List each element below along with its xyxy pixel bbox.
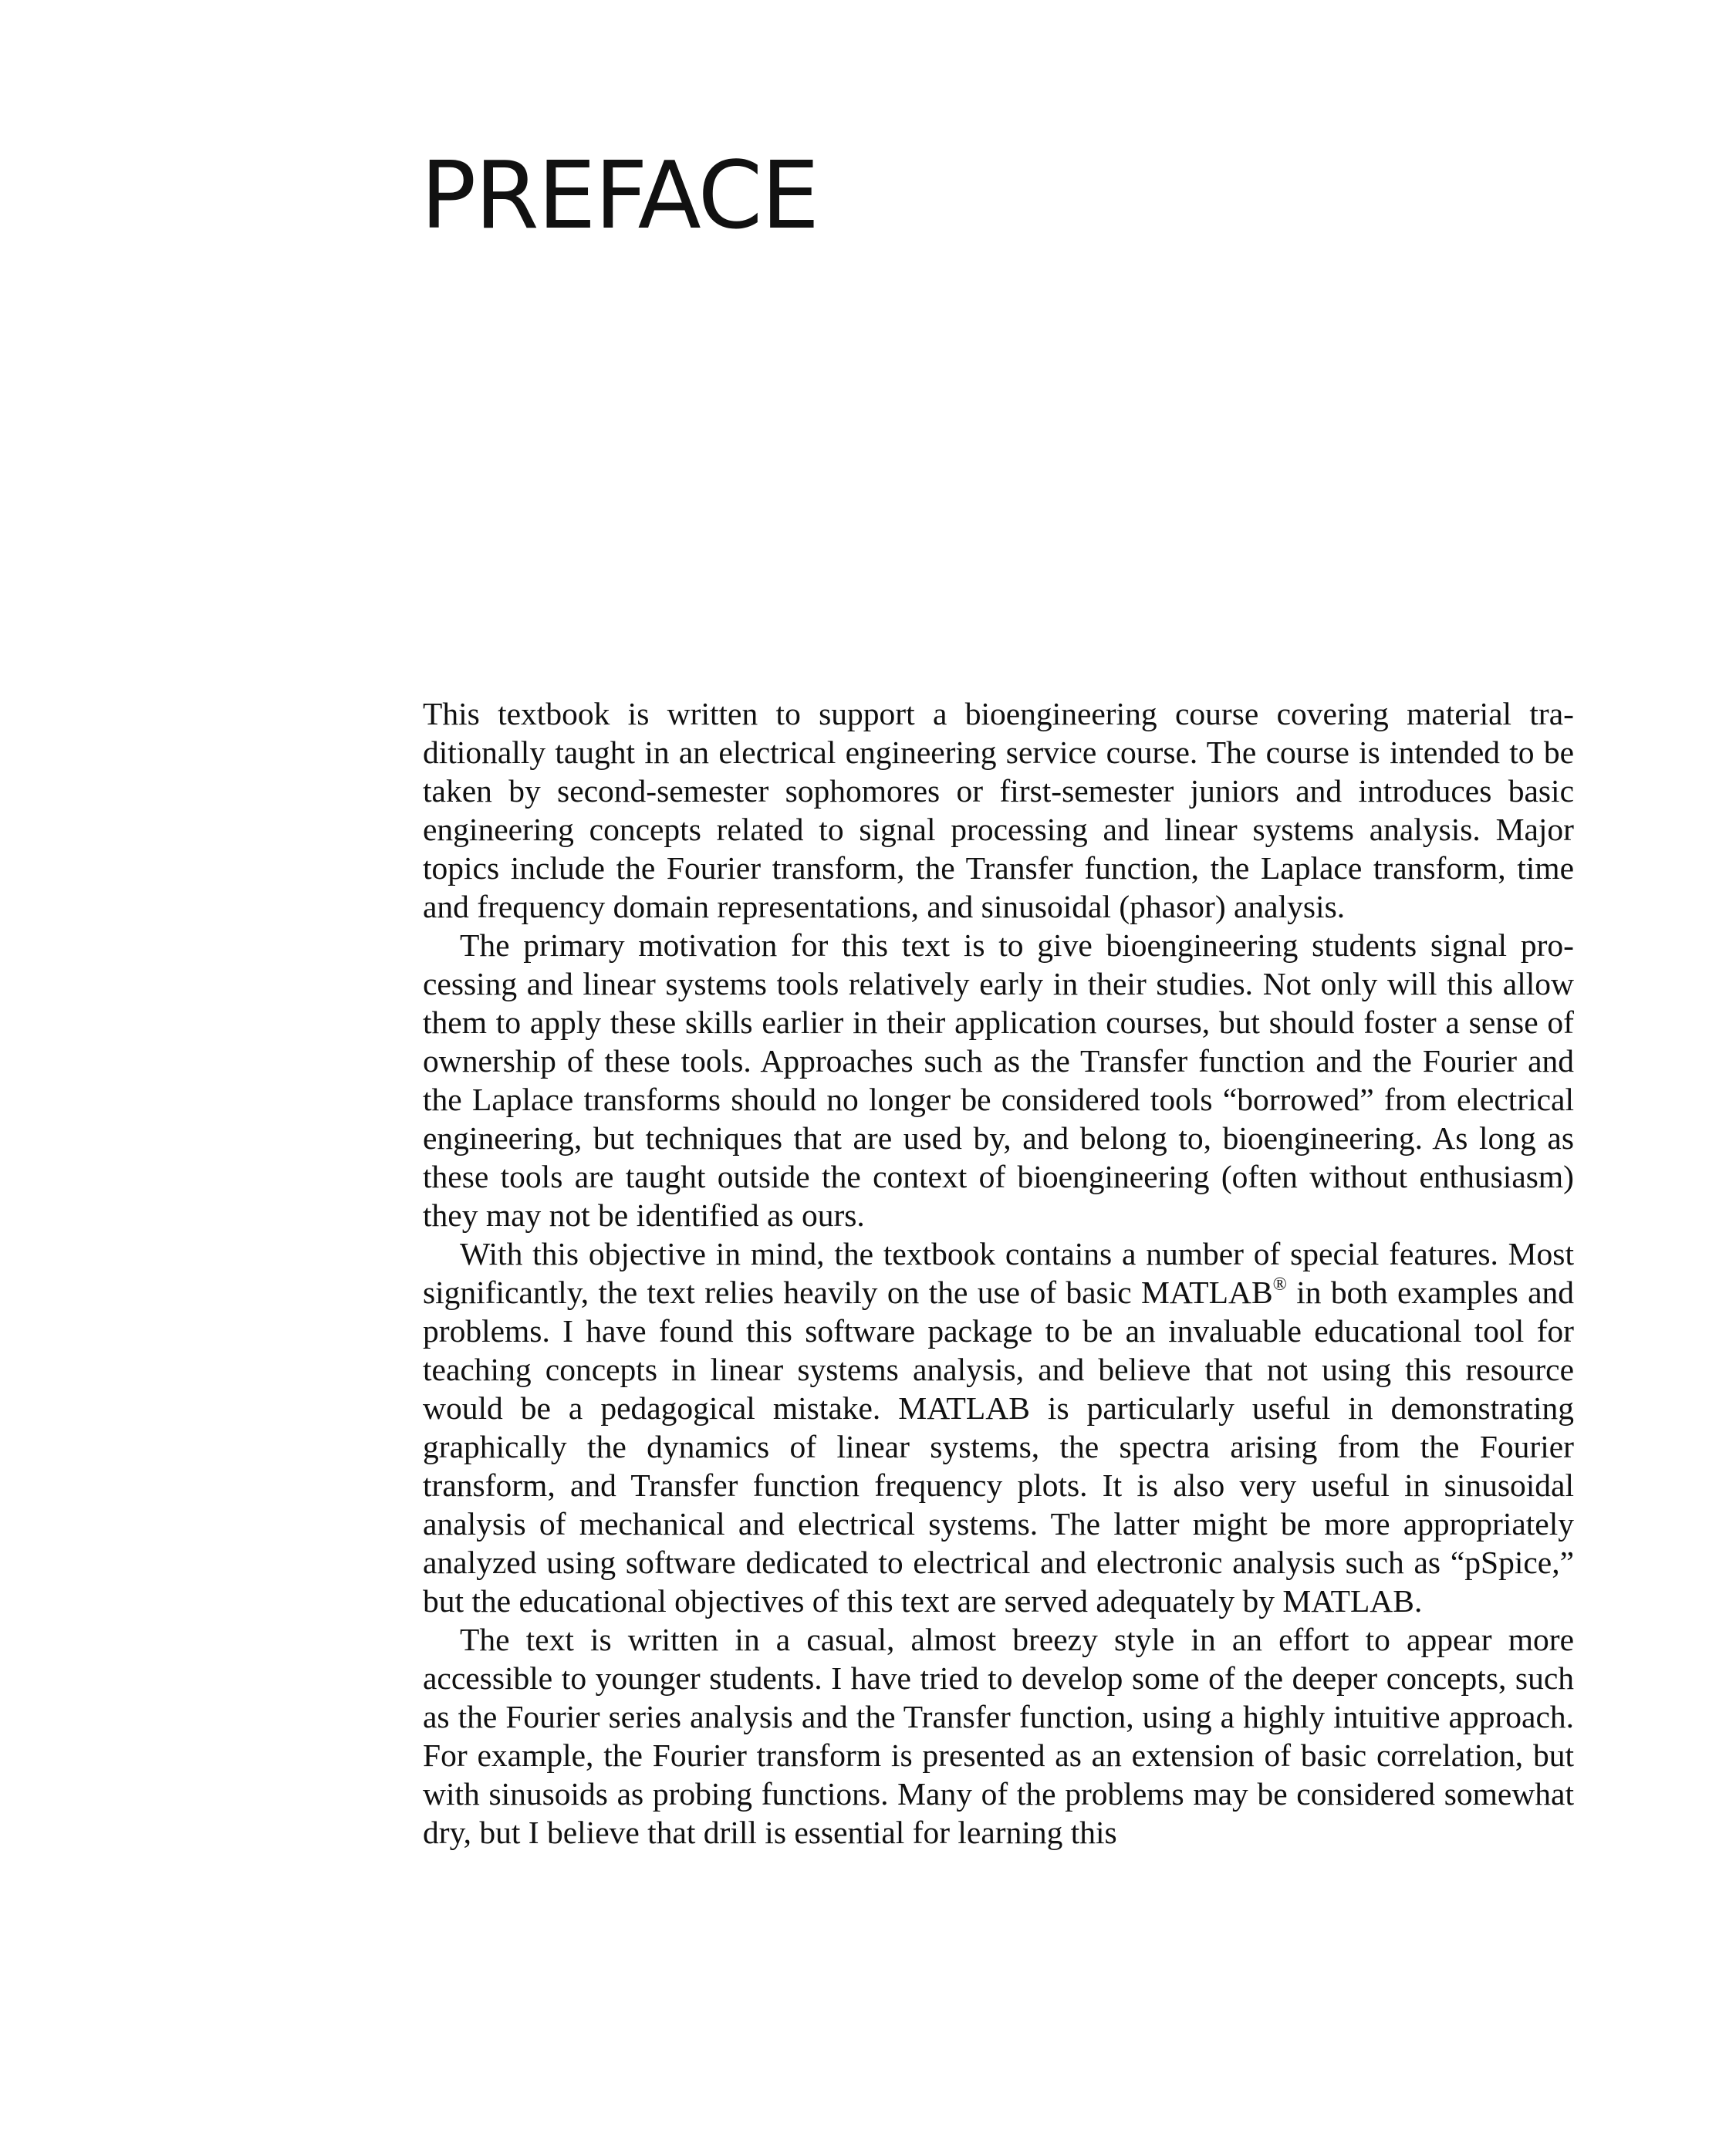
registered-trademark-mark: ® xyxy=(1272,1275,1287,1295)
paragraph-1: This textbook is written to support a bioengineering course covering material traditionally taught in an electrical engineering service course. The course is intended to be taken by second-semester sophomores or first-semester juniors and introduces basic engineering concepts related to signal processing and linear systems analysis. Major topics include the Fourier transform, the Transfer function, the Laplace transform, time and frequency domain representations, and sinusoidal (phasor) analysis. xyxy=(423,696,1574,924)
chapter-title: PREFACE xyxy=(420,143,819,250)
paragraph-3-text-end: in both examples and problems. I have found this software package to be an invaluable educational tool for teaching concepts in linear systems analysis, and believe that not using this resource would be a pedagogical mistake. MATLAB is particularly useful in demonstrating graphically the dynamics of linear systems, the spectra arising from the Fourier transform, and Transfer function frequency plots. It is also very useful in sinusoidal analysis of mechanical and electrical systems. The latter might be more appropriately analyzed using software dedicated to electrical and electronic analysis such as “pSpice,” but the educational objectives of this text are served adequately by MATLAB. xyxy=(423,1275,1574,1619)
paragraph-4: The text is written in a casual, almost breezy style in an effort to appear more accessible to younger students. I have tried to develop some of the deeper concepts, such as the Fourier series analysis and the Transfer function, using a highly intuitive approach. For example, the Fourier transform is presented as an extension of basic correlation, but with sinusoids as probing functions. Many of the problems may be considered somewhat dry, but I believe that drill is essential for learning this xyxy=(423,1622,1574,1850)
paragraph-3-text-start: With this objective in mind, the textbook contains a number of special features. Most significantly, the text relies heavily on the use of basic MATLAB xyxy=(423,1236,1574,1310)
paragraph-2: The primary motivation for this text is to give bioengineering students signal processing and linear systems tools relatively early in their studies. Not only will this allow them to apply these skills earlier in their application courses, but should foster a sense of ownership of these tools. Approaches such as the Transfer function and the Fourier and the Laplace transforms should no longer be considered tools “borrowed” from electrical engineering, but techniques that are used by, and belong to, bioengineering. As long as these tools are taught outside the context of bioengineering (often without enthusiasm) they may not be identified as ours. xyxy=(423,927,1574,1233)
preface-body xyxy=(423,694,1574,1852)
paragraph-3 xyxy=(423,1234,1574,1620)
